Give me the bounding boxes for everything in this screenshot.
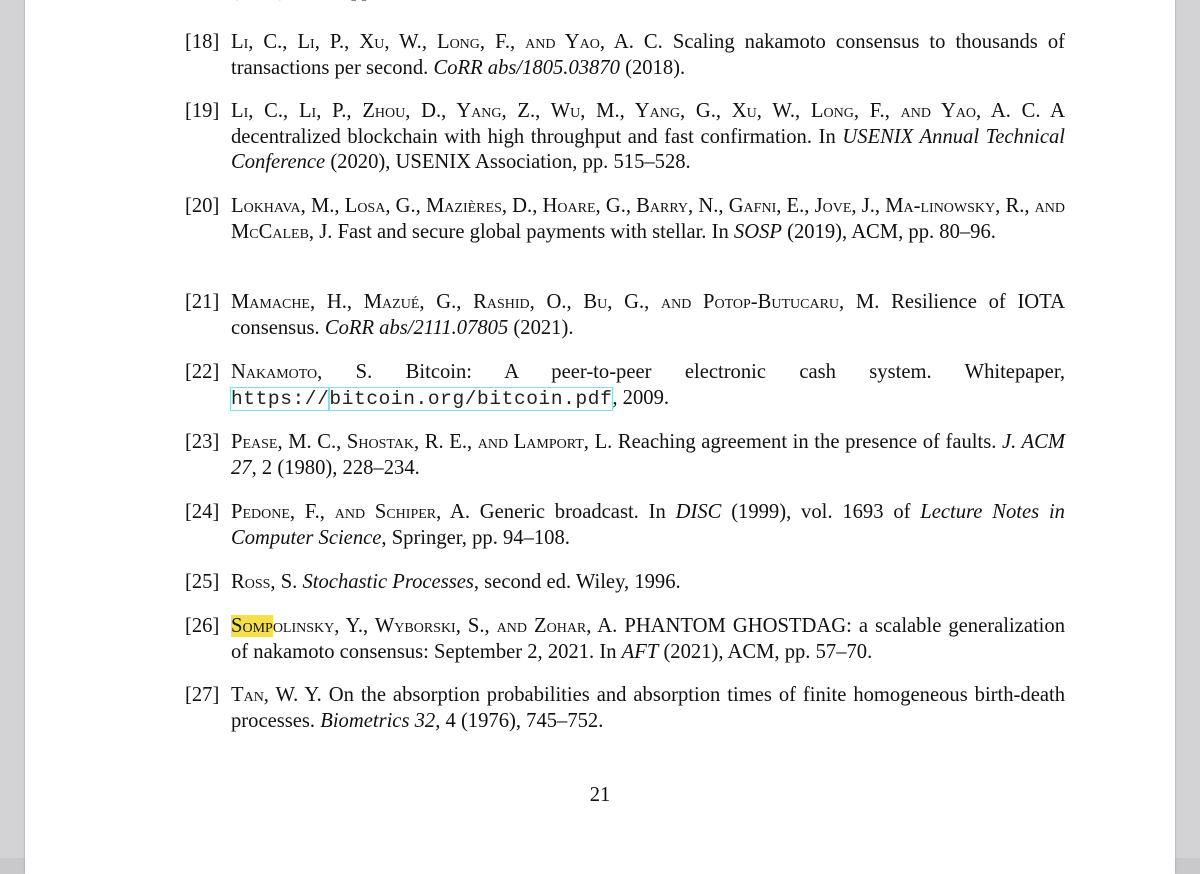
reference-label: [18] [185, 31, 220, 53]
reference-authors: Mamache, H., Mazué, G., Rashid, O., Bu, G., and Potop-Butucaru, M. [231, 291, 880, 313]
reference-authors: Lokhava, M., Losa, G., Mazières, D., Hoare, G., Barry, N., Gafni, E., Jove, J., Ma- [231, 195, 921, 217]
search-highlight[interactable]: Somp [231, 615, 273, 637]
reference-title: Generic broadcast. In [479, 501, 666, 523]
reference-title: Stochastic Processes [302, 571, 474, 593]
reference-title: PHANTOM GHOSTDAG: a scalable generalization of nakamoto consensus: September 2, 2021. In [231, 615, 1065, 663]
reference-24 [185, 500, 1065, 551]
reference-label: [20] [185, 195, 220, 217]
reference-body [231, 430, 1065, 481]
reference-authors: Nakamoto, S. [231, 361, 373, 383]
reference-venue: Biometrics 32 [320, 709, 436, 732]
reference-details: , 2009. [612, 386, 670, 409]
reference-venue: CoRR abs/2111.07805 [324, 316, 509, 339]
reference-body [231, 30, 1065, 81]
reference-18 [185, 30, 1065, 81]
url-link[interactable]: https:// [231, 387, 330, 410]
reference-authors: Li, C., Li, P., Zhou, D., Yang, Z., Wu, M., Yang, G., Xu, W., Long, F., and Yao, A. C. [231, 100, 1041, 122]
previous-reference-fragment [231, 0, 459, 4]
reference-body [231, 194, 1065, 245]
reference-series: Lecture Notes in Computer Science [231, 501, 1065, 549]
reference-label: [23] [185, 431, 220, 453]
reference-title: Scaling nakamoto consensus to thousands of transactions per second. [231, 31, 1065, 79]
reference-details: (2020), USENIX Association, pp. 515–528. [330, 151, 691, 173]
reference-authors: Pease, M. C., Shostak, R. E., and Lamport, L. [231, 431, 613, 453]
reference-body [231, 500, 1065, 551]
reference-venue: CoRR abs/1805.03870 [433, 56, 620, 79]
reference-body [231, 290, 1065, 341]
reference-venue: DISC [675, 501, 722, 523]
reference-details: , 4 (1976), 745–752. [435, 709, 604, 732]
reference-authors-continued: linowsky, R., and McCaleb, J. [231, 195, 1065, 243]
reference-body [231, 99, 1065, 176]
reference-22 [185, 360, 1065, 412]
reference-authors: Ross, S. [231, 571, 298, 593]
reference-venue: USENIX Annual Technical Conference [231, 125, 1065, 173]
reference-authors: olinsky, Y., Wyborski, S., and Zohar, A. [272, 615, 618, 637]
reference-20 [185, 194, 1065, 245]
reference-details: , second ed. Wiley, 1996. [473, 571, 681, 593]
reference-body [231, 360, 1065, 412]
reference-label: [22] [185, 361, 220, 383]
reference-details: , 2 (1980), 228–234. [251, 456, 420, 479]
reference-19 [185, 99, 1065, 176]
reference-title: On the absorption probabilities and absorption times of finite homogeneous birth-death processes. [231, 684, 1065, 732]
reference-23 [185, 430, 1065, 481]
reference-25 [185, 570, 1065, 596]
reference-label: [19] [185, 100, 220, 122]
reference-label: [24] [185, 501, 220, 523]
reference-details: (2021), ACM, pp. 57–70. [663, 640, 873, 663]
reference-title: Resilience of IOTA consensus. [231, 291, 1065, 339]
reference-body [231, 683, 1065, 734]
reference-title: A decentralized blockchain with high throughput and fast confirmation. In [231, 100, 1066, 148]
reference-21 [185, 290, 1065, 341]
reference-title: Fast and secure global payments with stellar. In [337, 220, 729, 243]
reference-details: (2018). [625, 56, 686, 79]
reference-27 [185, 683, 1065, 734]
reference-label: [27] [185, 684, 220, 706]
reference-title: Reaching agreement in the presence of faults. [617, 431, 997, 453]
url-link-continued[interactable]: bitcoin.org/bitcoin.pdf [329, 387, 613, 410]
reference-details: (2021). [513, 316, 574, 339]
reference-label: [25] [185, 571, 220, 593]
reference-label: [21] [185, 291, 220, 313]
document-page [25, 0, 1175, 874]
reference-venue: SOSP [733, 220, 782, 243]
reference-label: [26] [185, 615, 220, 637]
reference-authors: Tan, W. Y. [231, 684, 322, 706]
reference-body [231, 614, 1065, 665]
reference-details: (1999), vol. 1693 of [731, 501, 911, 523]
reference-26 [185, 614, 1065, 665]
reference-authors: Li, C., Li, P., Xu, W., Long, F., and Yao, A. C. [231, 31, 663, 53]
reference-body [231, 570, 1065, 596]
reference-venue: J. ACM 27 [231, 431, 1065, 479]
reference-details-end: , Springer, pp. 94–108. [381, 526, 570, 549]
reference-details: (2019), ACM, pp. 80–96. [787, 220, 996, 243]
page-number: 21 [589, 784, 611, 806]
reference-title: Bitcoin: A peer-to-peer electronic cash system. Whitepaper, [405, 361, 1066, 383]
reference-venue: AFT [621, 640, 659, 663]
reference-authors: Pedone, F., and Schiper, A. [231, 501, 470, 523]
